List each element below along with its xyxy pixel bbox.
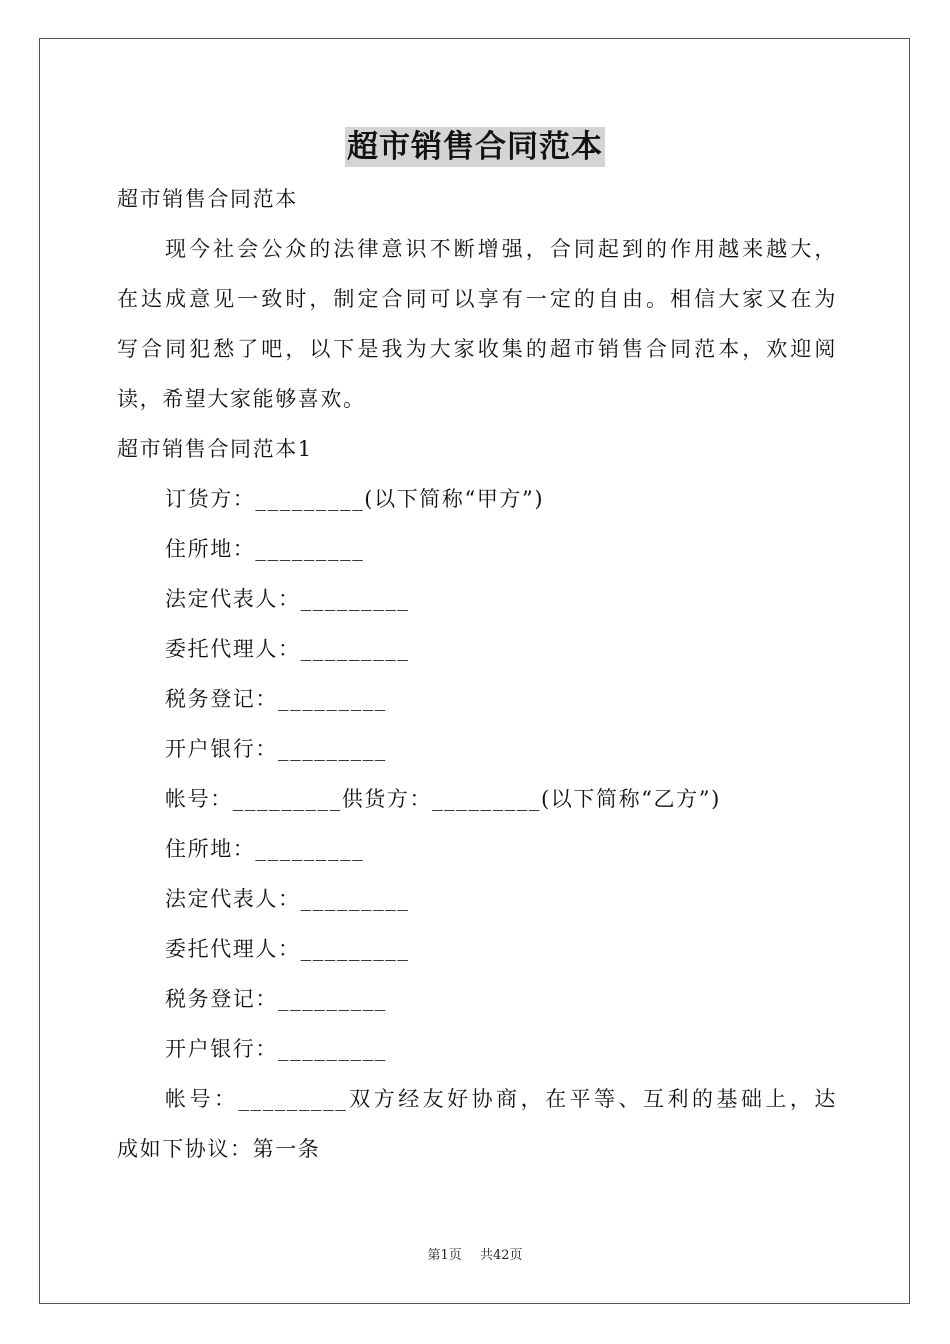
body-line: 订货方：_________(以下简称“甲方”) [165, 487, 545, 511]
body-line: 开户银行：_________ [165, 737, 387, 761]
body-line: 在达成意见一致时，制定合同可以享有一定的自由。相信大家又在为 [117, 287, 837, 311]
body-line: 超市销售合同范本 [117, 187, 298, 211]
body-line: 委托代理人：_________ [165, 637, 410, 661]
body-line: 超市销售合同范本1 [117, 437, 313, 461]
body-line: 帐号：_________双方经友好协商，在平等、互利的基础上，达 [165, 1087, 837, 1111]
document-title [0, 126, 950, 168]
body-line: 税务登记：_________ [165, 987, 387, 1011]
document-title-text: 超市销售合同范本 [347, 129, 603, 165]
document-body [117, 174, 837, 1174]
body-line: 读，希望大家能够喜欢。 [117, 387, 366, 411]
body-line: 法定代表人：_________ [165, 587, 410, 611]
page-footer [0, 1244, 950, 1263]
body-line: 现今社会公众的法律意识不断增强，合同起到的作用越来越大， [165, 237, 837, 261]
body-line: 税务登记：_________ [165, 687, 387, 711]
body-line: 法定代表人：_________ [165, 887, 410, 911]
body-line: 委托代理人：_________ [165, 937, 410, 961]
page-total: 共42页 [479, 1248, 523, 1263]
body-line: 写合同犯愁了吧，以下是我为大家收集的超市销售合同范本，欢迎阅 [117, 337, 837, 361]
body-line: 成如下协议：第一条 [117, 1137, 321, 1161]
page-number: 第1页 [427, 1248, 462, 1263]
body-line: 住所地：_________ [165, 837, 365, 861]
body-line: 开户银行：_________ [165, 1037, 387, 1061]
body-line: 住所地：_________ [165, 537, 365, 561]
body-line: 帐号：_________供货方：_________(以下简称“乙方”) [165, 787, 721, 811]
